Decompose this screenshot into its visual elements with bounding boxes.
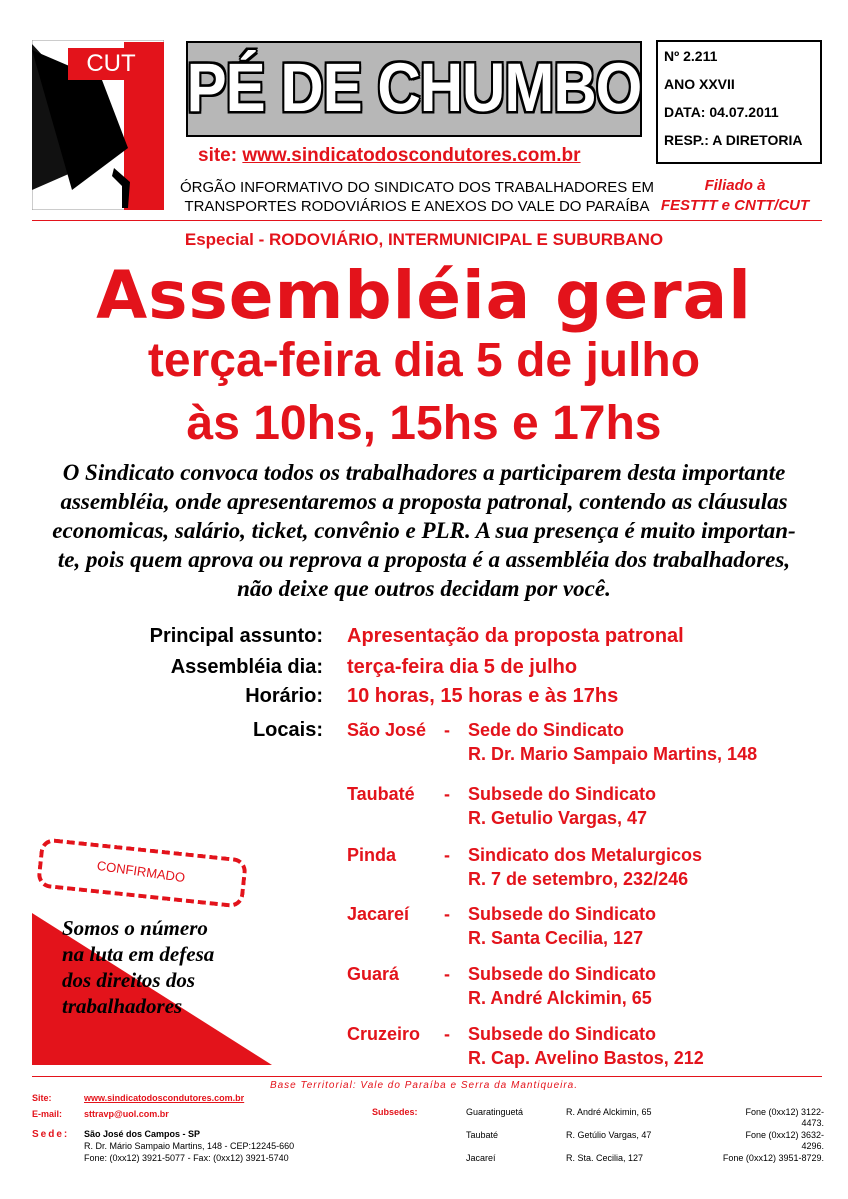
local-dash: - bbox=[444, 904, 450, 924]
assunto-value: Apresentação da proposta patronal bbox=[347, 625, 684, 647]
footer-email-label: E-mail: bbox=[32, 1109, 63, 1119]
body-line: te, pois quem aprova ou reprova a proposta é a assembléia dos trabalhadores, bbox=[57, 547, 791, 572]
footer-divider bbox=[32, 1076, 822, 1077]
local-place: Subsede do Sindicato bbox=[468, 784, 657, 804]
slogan bbox=[62, 915, 252, 1019]
footer-site-link[interactable]: www.sindicatodoscondutores.com.br bbox=[84, 1093, 245, 1103]
local-city: Jacareí bbox=[347, 904, 410, 924]
local-city: Guará bbox=[347, 964, 400, 984]
local-address: R. Dr. Mario Sampaio Martins, 148 bbox=[468, 744, 758, 764]
footer-email-link[interactable]: sttravp@uol.com.br bbox=[84, 1109, 169, 1119]
subsede-phone: Fone (0xx12) 3122- bbox=[745, 1107, 824, 1117]
cut-logo-label: CUT bbox=[68, 48, 154, 80]
local-place: Sede do Sindicato bbox=[468, 720, 625, 740]
slogan-line: trabalhadores bbox=[62, 994, 183, 1018]
local-address: R. Getulio Vargas, 47 bbox=[468, 808, 648, 828]
org-description bbox=[172, 178, 662, 216]
body-line: não deixe que outros decidam por você. bbox=[237, 576, 611, 601]
horario-label: Horário: bbox=[245, 685, 323, 707]
local-address: R. Santa Cecilia, 127 bbox=[468, 928, 644, 948]
subsede-address: R. Sta. Cecilia, 127 bbox=[566, 1153, 644, 1163]
headline: Assembléia geral bbox=[96, 257, 752, 334]
local-address: R. André Alckimin, 65 bbox=[468, 988, 652, 1008]
local-place: Subsede do Sindicato bbox=[468, 904, 657, 924]
locais-label: Locais: bbox=[252, 719, 323, 741]
issue-number: Nº 2.211 bbox=[664, 48, 718, 64]
affiliation bbox=[660, 176, 810, 216]
subsede-address: R. André Alckimin, 65 bbox=[566, 1107, 652, 1117]
body-paragraph bbox=[48, 458, 800, 603]
local-place: Subsede do Sindicato bbox=[468, 964, 657, 984]
horario-value: 10 horas, 15 horas e às 17hs bbox=[347, 685, 619, 707]
dia-value: terça-feira dia 5 de julho bbox=[347, 656, 578, 678]
affiliation-line-1: Filiado à bbox=[704, 177, 766, 194]
subsede-phone-cont: 4296. bbox=[801, 1141, 824, 1151]
local-dash: - bbox=[444, 720, 450, 740]
subsede-address: R. Getúlio Vargas, 47 bbox=[566, 1130, 652, 1140]
subsede-phone: Fone (0xx12) 3632- bbox=[745, 1130, 824, 1140]
issue-date: DATA: 04.07.2011 bbox=[664, 104, 779, 120]
body-line: assembléia, onde apresentaremos a proposta patronal, contendo as cláusulas bbox=[60, 489, 788, 514]
footer-subsedes-label: Subsedes: bbox=[372, 1107, 418, 1117]
local-dash: - bbox=[444, 845, 450, 865]
assunto-label: Principal assunto: bbox=[149, 625, 323, 647]
footer-sede-address: R. Dr. Mário Sampaio Martins, 148 - CEP:12245-660 bbox=[84, 1141, 295, 1151]
org-line-2: TRANSPORTES RODOVIÁRIOS E ANEXOS DO VALE DO PARAÍBA bbox=[184, 198, 650, 215]
header-divider bbox=[32, 220, 822, 221]
confirmed-stamp-text: CONFIRMADO bbox=[95, 857, 187, 886]
issue-info-box bbox=[656, 40, 822, 164]
local-place: Sindicato dos Metalurgicos bbox=[468, 845, 703, 865]
headline-date: terça-feira dia 5 de julho bbox=[147, 334, 701, 387]
footer-sede-label: Sede: bbox=[32, 1129, 70, 1140]
subsede-city: Taubaté bbox=[466, 1130, 499, 1140]
local-address: R. 7 de setembro, 232/246 bbox=[468, 869, 689, 889]
footer-sede-phone: Fone: (0xx12) 3921-5077 - Fax: (0xx12) 3921-5740 bbox=[84, 1153, 289, 1163]
local-city: São José bbox=[347, 720, 427, 740]
subsede-city: Jacareí bbox=[466, 1153, 496, 1163]
body-line: O Sindicato convoca todos os trabalhadores a participarem desta importante bbox=[62, 460, 786, 485]
body-line: economicas, salário, ticket, convênio e PLR. A sua presença é muito importan- bbox=[52, 518, 796, 543]
headline-times: às 10hs, 15hs e 17hs bbox=[186, 397, 662, 450]
site-line bbox=[198, 145, 581, 167]
local-dash: - bbox=[444, 784, 450, 804]
newspaper-title: PÉ DE CHUMBO bbox=[186, 48, 642, 126]
footer-site-label: Site: bbox=[32, 1093, 52, 1103]
dia-label: Assembléia dia: bbox=[170, 656, 323, 678]
subsede-phone: Fone (0xx12) 3951-8729. bbox=[722, 1153, 824, 1163]
local-place: Subsede do Sindicato bbox=[468, 1024, 657, 1044]
org-line-1: ÓRGÃO INFORMATIVO DO SINDICATO DOS TRABALHADORES EM bbox=[180, 179, 654, 196]
local-dash: - bbox=[444, 1024, 450, 1044]
issue-year: ANO XXVII bbox=[664, 76, 735, 92]
slogan-line: na luta em defesa bbox=[62, 942, 215, 966]
subsede-city: Guaratinguetá bbox=[466, 1107, 524, 1117]
site-prefix: site: bbox=[198, 145, 238, 166]
slogan-line: Somos o número bbox=[62, 916, 208, 940]
issue-responsible: RESP.: A DIRETORIA bbox=[664, 132, 803, 148]
local-dash: - bbox=[444, 964, 450, 984]
local-city: Taubaté bbox=[347, 784, 415, 804]
special-subtitle: Especial - RODOVIÁRIO, INTERMUNICIPAL E SUBURBANO bbox=[184, 230, 664, 249]
local-city: Cruzeiro bbox=[347, 1024, 421, 1044]
local-city: Pinda bbox=[347, 845, 397, 865]
footer-sede-city: São José dos Campos - SP bbox=[84, 1129, 201, 1139]
local-address: R. Cap. Avelino Bastos, 212 bbox=[468, 1048, 704, 1068]
site-link[interactable]: www.sindicatodoscondutores.com.br bbox=[242, 145, 581, 166]
affiliation-line-2: FESTTT e CNTT/CUT bbox=[660, 197, 810, 214]
base-territorial: Base Territorial: Vale do Paraíba e Serra da Mantiqueira. bbox=[269, 1080, 579, 1091]
subsede-phone-cont: 4473. bbox=[801, 1118, 824, 1128]
slogan-line: dos direitos dos bbox=[62, 968, 196, 992]
